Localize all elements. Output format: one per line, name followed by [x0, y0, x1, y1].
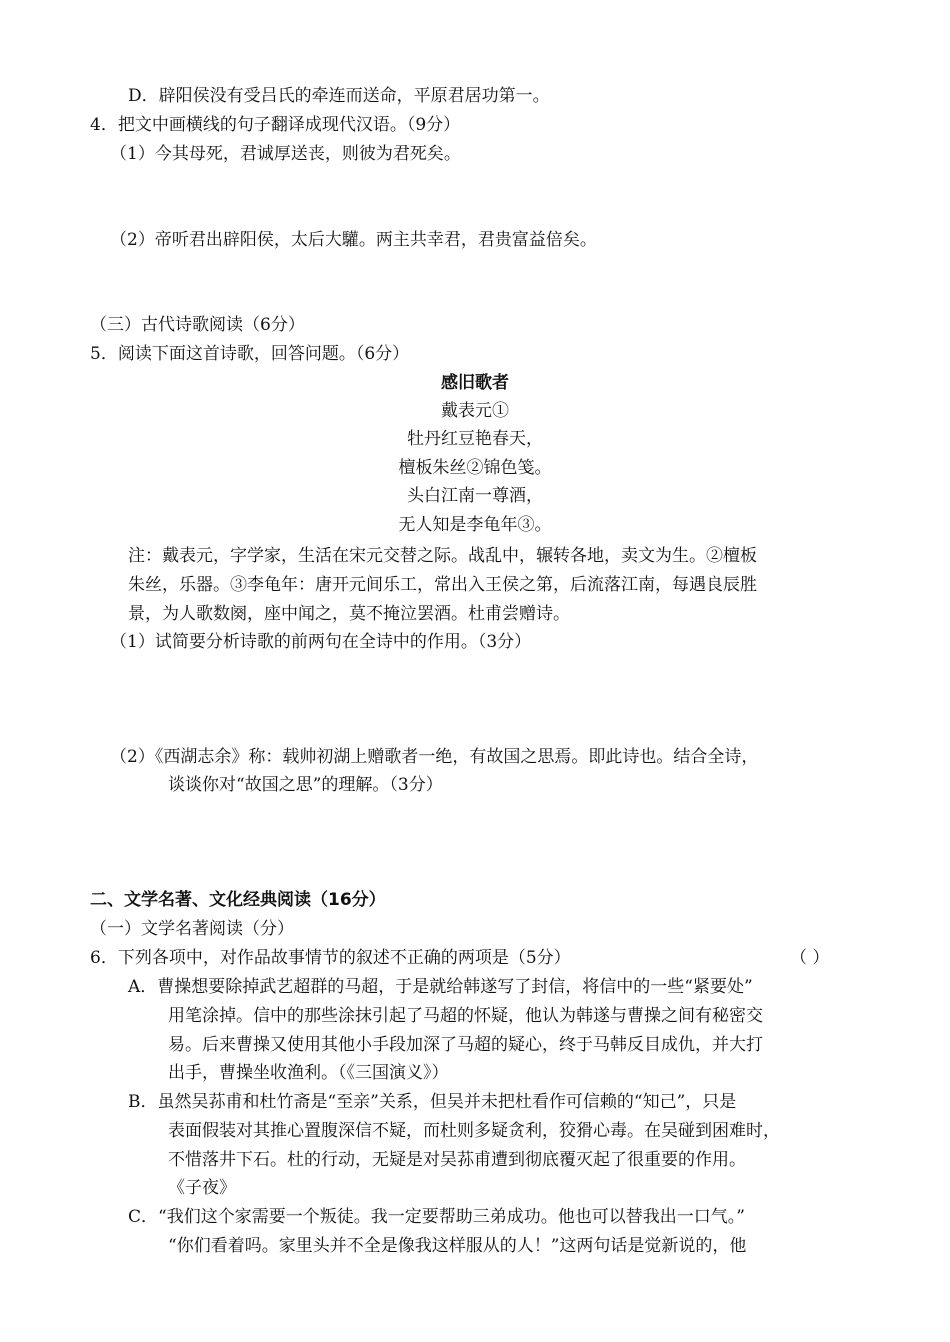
q6-answer-bracket: （ ）: [790, 948, 830, 968]
poem-title: 感旧歌者: [441, 373, 509, 393]
q4-item-1: （1）今其母死，君诚厚送丧，则彼为君死矣。: [110, 144, 461, 164]
q4-item-2: （2）帝听君出辟阳侯，太后大驩。两主共幸君，君贵富益倍矣。: [110, 230, 597, 250]
q5-item-2-line-2: 谈谈你对“故国之思”的理解。（3分）: [168, 775, 443, 795]
q6-option-c-line-2: “你们看着吗。家里头并不全是像我这样服从的人！”这两句话是觉新说的，他: [168, 1236, 747, 1256]
q6-option-a-line-2: 用笔涂掉。信中的那些涂抹引起了马超的怀疑，他认为韩遂与曹操之间有秘密交: [168, 1006, 763, 1026]
poem-note-line-3: 景，为人歌数阕，座中闻之，莫不掩泣罢酒。杜甫尝赠诗。: [128, 604, 570, 624]
q6-option-c-line-1: C．“我们这个家需要一个叛徒。我一定要帮助三弟成功。他也可以替我出一口气。”: [128, 1207, 745, 1227]
q5-item-2-line-1: （2）《西湖志余》称：载帅初湖上赠歌者一绝，有故国之思焉。即此诗也。结合全诗，: [110, 747, 759, 767]
poem-note-line-1: 注：戴表元，字学家，生活在宋元交替之际。战乱中，辗转各地，卖文为生。②檀板: [128, 546, 757, 566]
poem-line-4: 无人知是李龟年③。: [398, 515, 552, 535]
poem-note-line-2: 朱丝，乐器。③李龟年：唐开元间乐工，常出入王侯之第，后流落江南，每遇良辰胜: [128, 575, 757, 595]
q5-item-1: （1）试简要分析诗歌的前两句在全诗中的作用。（3分）: [110, 632, 532, 652]
section-ancient-poetry: （三）古代诗歌阅读（6分）: [90, 315, 305, 335]
q3-option-d: D．辟阳侯没有受吕氏的牵连而送命，平原君居功第一。: [128, 86, 550, 106]
poem-line-1: 牡丹红豆艳春天，: [407, 429, 543, 449]
q6-option-a-line-3: 易。后来曹操又使用其他小手段加深了马超的疑心，终于马韩反目成仇，并大打: [168, 1035, 763, 1055]
poem-line-2: 檀板朱丝②锦色笺。: [398, 458, 552, 478]
q6-option-b-line-4: 《子夜》: [168, 1178, 236, 1198]
q6-option-a-line-4: 出手，曹操坐收渔利。（《三国演义》）: [168, 1063, 449, 1083]
q6-option-b-line-1: B．虽然吴荪甫和杜竹斋是“至亲”关系，但吴并未把杜看作可信赖的“知己”，只是: [128, 1092, 737, 1112]
q6-option-b-line-2: 表面假装对其推心置腹深信不疑，而杜则多疑贪利，狡猾心毒。在吴碰到困难时，: [168, 1121, 780, 1141]
poem-author: 戴表元①: [441, 401, 509, 421]
poem-line-3: 头白江南一尊酒，: [407, 486, 543, 506]
section-2-1-heading: （一）文学名著阅读（分）: [90, 919, 294, 939]
q4-stem: 4．把文中画横线的句子翻译成现代汉语。（9分）: [90, 115, 461, 135]
q6-stem: 6．下列各项中，对作品故事情节的叙述不正确的两项是（5分）: [90, 948, 571, 968]
section-2-heading: 二、文学名著、文化经典阅读（16分）: [90, 890, 386, 910]
q5-stem: 5．阅读下面这首诗歌，回答问题。（6分）: [90, 344, 410, 364]
q6-option-b-line-3: 不惜落井下石。杜的行动，无疑是对吴荪甫遭到彻底覆灭起了很重要的作用。: [168, 1150, 746, 1170]
q6-option-a-line-1: A．曹操想要除掉武艺超群的马超，于是就给韩遂写了封信，将信中的一些“紧要处”: [128, 977, 753, 997]
